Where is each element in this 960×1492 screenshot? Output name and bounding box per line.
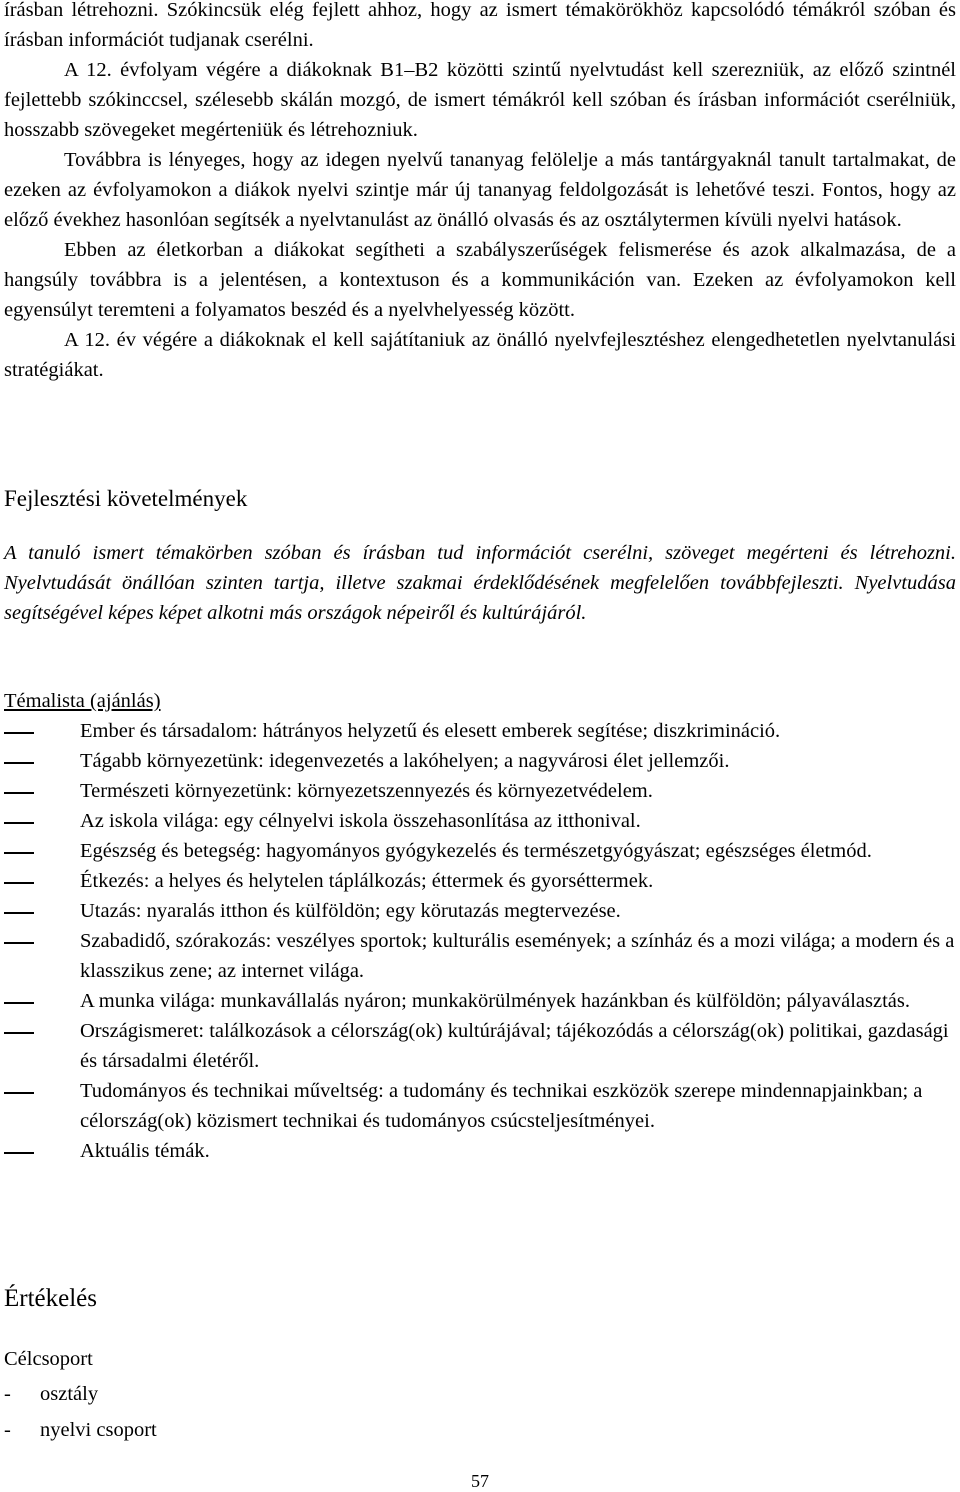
list-item: [4, 746, 956, 776]
list-item: [4, 1016, 956, 1076]
list-item: [4, 866, 956, 896]
requirements-text: A tanuló ismert témakörben szóban és írásban tud információt cserélni, szöveget megérteni és létrehozni. Nyelvtudását önállóan szinten tartja, illetve szakmai érdeklődésének megfelelően továbbfejleszti. Nyelvtudása segítségével képes képet alkotni más országok népeiről és kultúrájáról.: [4, 542, 956, 624]
target-group-list: [4, 1376, 956, 1448]
page-number: 57: [471, 1471, 489, 1491]
intro-paragraph-3: Ebben az életkorban a diákokat segítheti a szabályszerűségek felismerése és azok alkalmazása, de a hangsúly továbbra is a jelentésen, a kontextuson és a kommunikáción van. Ezeken az évfolyamokon kell egyensúlyt teremteni a folyamatos beszéd és a nyelvhelyesség között.: [4, 239, 956, 321]
topics-heading: Témalista (ajánlás): [4, 690, 161, 712]
topic-list: [4, 716, 956, 1166]
topic-text: A munka világa: munkavállalás nyáron; munkakörülmények hazánkban és külföldön; pályaválasztás.: [80, 990, 911, 1012]
list-item: [4, 986, 956, 1016]
dash-bullet: [4, 792, 34, 794]
list-item: [4, 836, 956, 866]
dash-bullet: [4, 942, 34, 944]
dash-bullet: [4, 1092, 34, 1094]
requirements-title: Fejlesztési követelmények: [4, 486, 248, 511]
topic-text: Országismeret: találkozások a célország(ok) kultúrájával; tájékozódás a célország(ok) politikai, gazdasági és társadalmi életéről.: [80, 1020, 949, 1072]
intro-paragraph-4: A 12. év végére a diákoknak el kell sajátítaniuk az önálló nyelvfejlesztéshez elengedhetetlen nyelvtanulási stratégiákat.: [4, 329, 956, 381]
topic-text: Tudományos és technikai műveltség: a tudomány és technikai eszközök szerepe mindennapjainkban; a célország(ok) közismert technikai és tudományos csúcsteljesítményei.: [80, 1080, 923, 1132]
list-item: [4, 1076, 956, 1136]
topic-text: Utazás: nyaralás itthon és külföldön; egy körutazás megtervezése.: [80, 900, 621, 922]
intro-paragraph-2: Továbbra is lényeges, hogy az idegen nyelvű tananyag felölelje a más tantárgyaknál tanult tartalmakat, de ezeken az évfolyamokon a diákok nyelvi szintje már új tananyag feldolgozását is lehetővé teszi. Fontos, hogy az előző évekhez hasonlóan segítsék a nyelvtanulást az önálló olvasás és az osztálytermen kívüli nyelvi hatások.: [4, 149, 956, 231]
topics-section: [4, 686, 956, 1166]
dash-bullet: [4, 762, 34, 764]
dash-bullet: [4, 1032, 34, 1034]
dash-bullet: [4, 912, 34, 914]
topic-text: Az iskola világa: egy célnyelvi iskola összehasonlítása az itthonival.: [80, 810, 641, 832]
list-item: [4, 896, 956, 926]
list-item: [4, 1376, 956, 1412]
list-item: [4, 716, 956, 746]
evaluation-section: [4, 1284, 956, 1448]
requirements-section: [4, 484, 956, 628]
dash-bullet: [4, 1152, 34, 1154]
topic-text: Étkezés: a helyes és helytelen táplálkozás; éttermek és gyorséttermek.: [80, 870, 654, 892]
hyphen-bullet: -: [4, 1419, 11, 1441]
list-item: [4, 806, 956, 836]
intro-paragraph-1: A 12. évfolyam végére a diákoknak B1–B2 közötti szintű nyelvtudást kell szerezniük, az előző szintnél fejlettebb szókinccsel, szélesebb skálán mozgó, de ismert témákról kell szóban és írásban információt cserélniük, hosszabb szövegeket megérteniük és létrehozniuk.: [4, 59, 956, 141]
list-item: [4, 1412, 956, 1448]
target-group-text: nyelvi csoport: [40, 1419, 157, 1441]
hyphen-bullet: -: [4, 1383, 11, 1405]
topic-text: Természeti környezetünk: környezetszennyezés és környezetvédelem.: [80, 780, 653, 802]
dash-bullet: [4, 732, 34, 734]
target-group-text: osztály: [40, 1383, 99, 1405]
topic-text: Szabadidő, szórakozás: veszélyes sportok; kulturális események; a színház és a mozi világa; a modern és a klasszikus zene; az internet világa.: [80, 930, 955, 982]
dash-bullet: [4, 882, 34, 884]
topic-text: Tágabb környezetünk: idegenvezetés a lakóhelyen; a nagyvárosi élet jellemzői.: [80, 750, 730, 772]
list-item: [4, 926, 956, 986]
dash-bullet: [4, 822, 34, 824]
intro-section: [4, 0, 956, 385]
intro-paragraph-0: írásban létrehozni. Szókincsük elég fejlett ahhoz, hogy az ismert témakörökhöz kapcsolódó témákról szóban és írásban információt tudjanak cserélni.: [4, 0, 956, 51]
dash-bullet: [4, 1002, 34, 1004]
target-group-label: Célcsoport: [4, 1348, 93, 1370]
list-item: [4, 1136, 956, 1166]
list-item: [4, 776, 956, 806]
evaluation-title: Értékelés: [4, 1285, 98, 1312]
topic-text: Ember és társadalom: hátrányos helyzetű és elesett emberek segítése; diszkrimináció.: [80, 720, 781, 742]
dash-bullet: [4, 852, 34, 854]
topic-text: Aktuális témák.: [80, 1140, 210, 1162]
document-page: [4, 0, 956, 1492]
topic-text: Egészség és betegség: hagyományos gyógykezelés és természetgyógyászat; egészséges életmód.: [80, 840, 872, 862]
